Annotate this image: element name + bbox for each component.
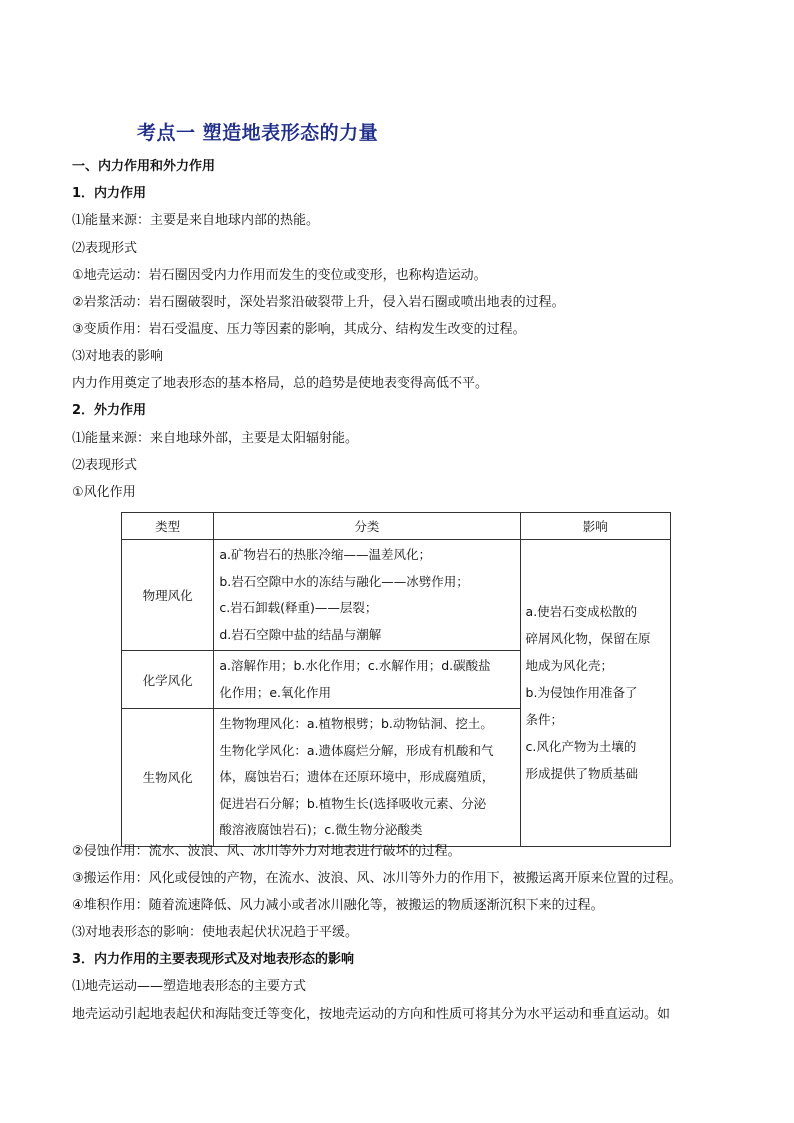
paragraph: ②侵蚀作用：流水、波浪、风、冰川等外力对地表进行破坏的过程。: [72, 844, 461, 859]
section-heading: 一、内力作用和外力作用: [72, 159, 216, 174]
table-cell-categories: [214, 651, 520, 709]
category-item: d.岩石空隙中盐的结晶与潮解: [219, 626, 382, 642]
table-cell-effects: [520, 540, 670, 847]
paragraph: ⑴能量来源：主要是来自地球内部的热能。: [72, 213, 320, 228]
paragraph: ②岩浆活动：岩石圈破裂时，深处岩浆沿破裂带上升，侵入岩石圈或喷出地表的过程。: [72, 295, 565, 310]
effect-item: 碎屑风化物，保留在原: [525, 631, 651, 647]
effect-item: b.为侵蚀作用准备了: [525, 685, 638, 701]
table-header: 分类: [214, 513, 520, 540]
paragraph: ⑴能量来源：来自地球外部，主要是太阳辐射能。: [72, 431, 359, 446]
paragraph: ①地壳运动：岩石圈因受内力作用而发生的变位或变形，也称构造运动。: [72, 268, 487, 283]
table-cell-type: 化学风化: [122, 651, 214, 709]
paragraph: ⑶对地表形态的影响：使地表起伏状况趋于平缓。: [72, 925, 359, 940]
category-item: 体，腐蚀岩石；遗体在还原环境中，形成腐殖质，: [219, 769, 495, 784]
category-item: c.岩石卸载(释重)——层裂；: [219, 600, 378, 615]
table-cell-type: 生物风化: [122, 709, 214, 847]
weathering-table: [121, 512, 671, 847]
category-item: 化作用；e.氧化作用: [219, 684, 331, 700]
paragraph: ③变质作用：岩石受温度、压力等因素的影响，其成分、结构发生改变的过程。: [72, 322, 526, 337]
category-item: b.岩石空隙中水的冻结与融化——冰劈作用；: [219, 573, 469, 589]
category-item: a.矿物岩石的热胀冷缩——温差风化；: [219, 547, 431, 562]
paragraph: ⑶对地表的影响: [72, 349, 164, 364]
table-row: [122, 540, 671, 651]
effect-item: 形成提供了物质基础: [525, 766, 639, 782]
paragraph: ④堆积作用：随着流速降低、风力减小或者冰川融化等，被搬运的物质逐渐沉积下来的过程。: [72, 898, 604, 913]
table-cell-categories: [214, 540, 520, 651]
table-header-row: [122, 513, 671, 540]
paragraph: ①风化作用: [72, 485, 136, 500]
subsection-heading: 1．内力作用: [72, 186, 147, 201]
paragraph: ⑴地壳运动——塑造地表形态的主要方式: [72, 979, 307, 994]
effect-item: a.使岩石变成松散的: [525, 604, 638, 620]
effect-item: 地成为风化壳；: [525, 658, 614, 674]
category-item: 生物化学风化：a.遗体腐烂分解，形成有机酸和气: [219, 742, 494, 758]
paragraph: ③搬运作用：风化或侵蚀的产物，在流水、波浪、风、冰川等外力的作用下，被搬运离开原来位置的过程。: [72, 871, 682, 886]
paragraph: 内力作用奠定了地表形态的基本格局，总的趋势是使地表变得高低不平。: [72, 376, 489, 391]
category-item: 促进岩石分解；b.植物生长(选择吸收元素、分泌: [219, 795, 487, 811]
page-title: 考点一 塑造地表形态的力量: [137, 122, 379, 144]
effect-item: c.风化产物为土壤的: [525, 739, 637, 755]
subsection-heading: 2．外力作用: [72, 403, 147, 418]
subsection-heading: 3．内力作用的主要表现形式及对地表形态的影响: [72, 952, 355, 967]
table-header: 影响: [520, 513, 670, 540]
category-item: 酸溶液腐蚀岩石)；c.微生物分泌酸类: [219, 822, 423, 837]
paragraph: 地壳运动引起地表起伏和海陆变迁等变化，按地壳运动的方向和性质可将其分为水平运动和垂直运动。如: [72, 1007, 671, 1022]
category-item: 生物物理风化：a.植物根劈；b.动物钻洞、挖土。: [219, 716, 493, 731]
paragraph: ⑵表现形式: [72, 458, 138, 473]
table-cell-categories: [214, 709, 520, 847]
effect-item: 条件；: [525, 712, 564, 728]
table-header: 类型: [122, 513, 214, 540]
category-item: a.溶解作用；b.水化作用；c.水解作用；d.碳酸盐: [219, 658, 491, 673]
paragraph: ⑵表现形式: [72, 241, 138, 256]
table-cell-type: 物理风化: [122, 540, 214, 651]
